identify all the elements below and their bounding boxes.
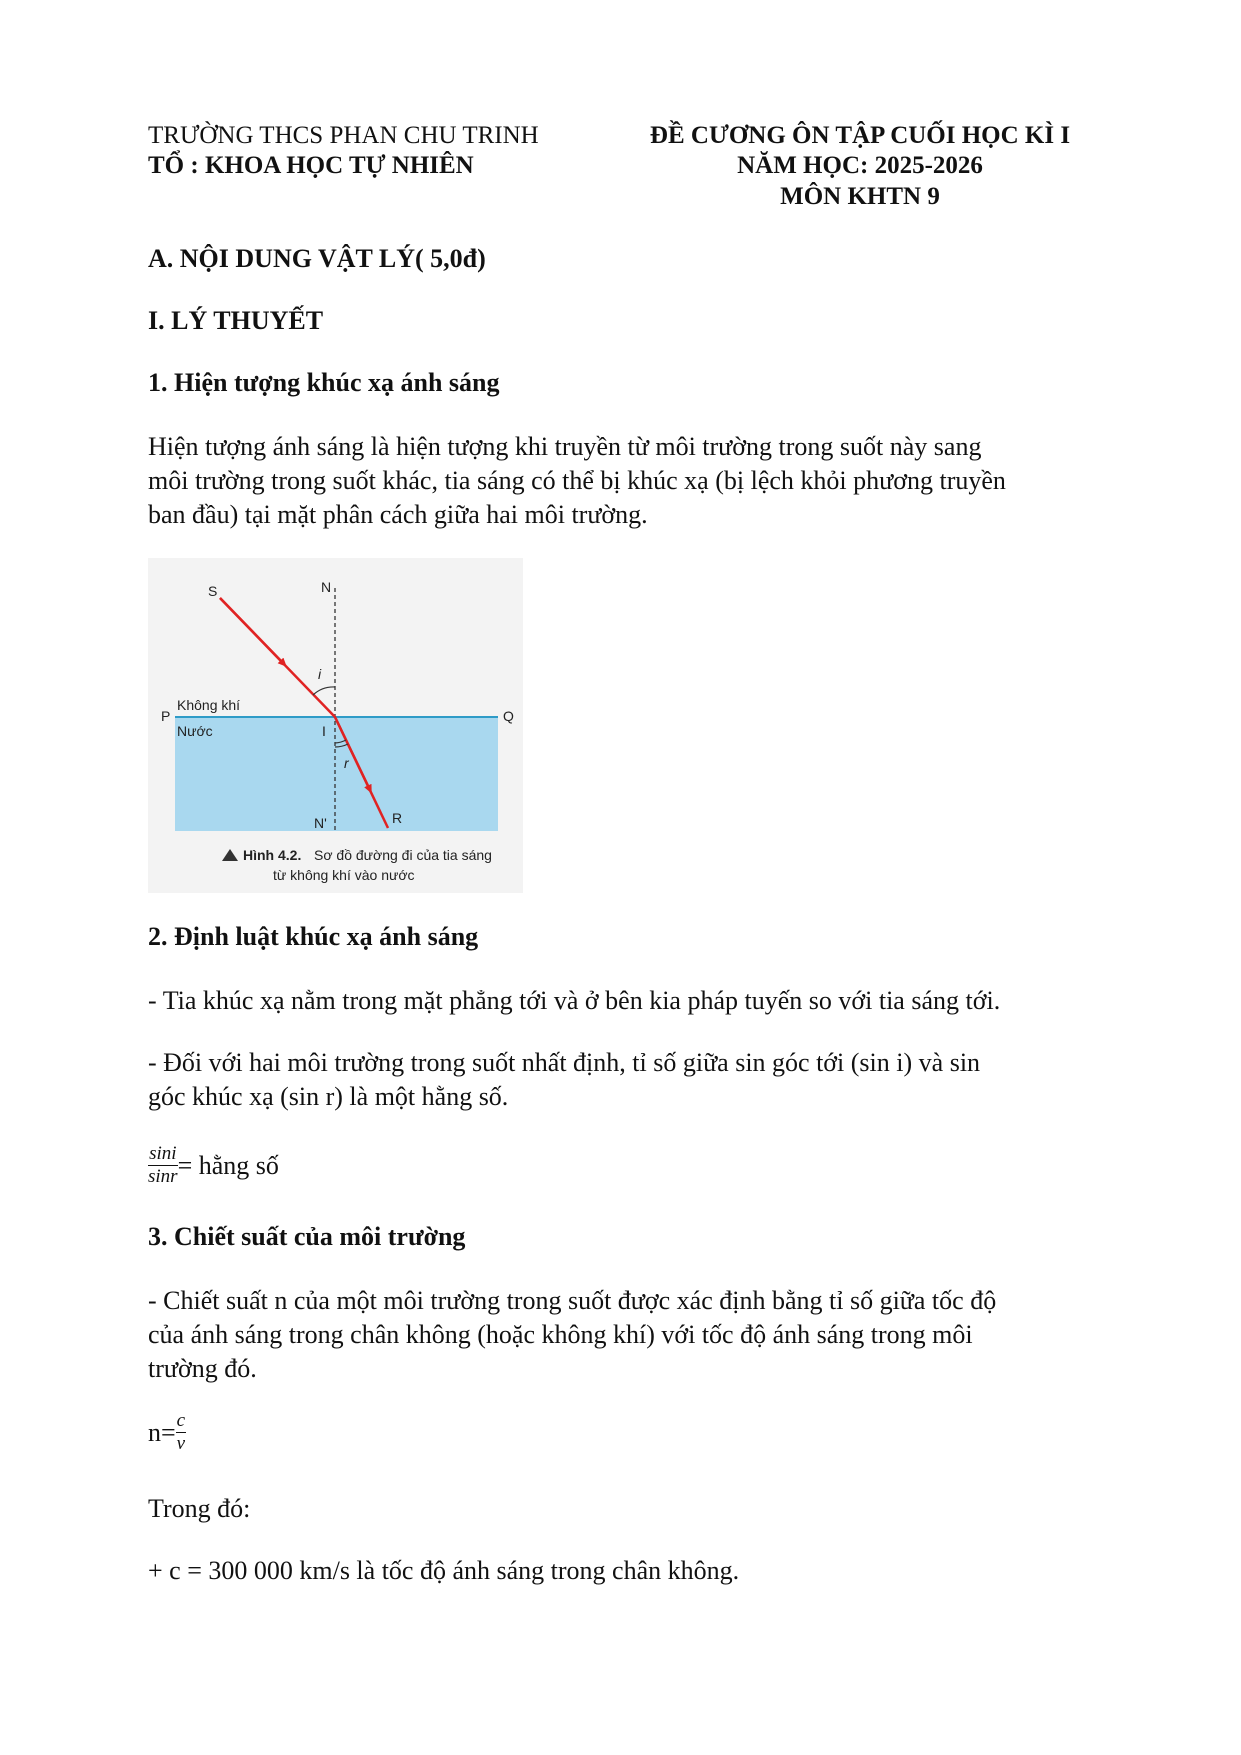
department-name: TỔ : KHOA HỌC TỰ NHIÊN — [148, 152, 474, 179]
label-q: Q — [503, 708, 514, 724]
document-title: ĐỀ CƯƠNG ÔN TẬP CUỐI HỌC KÌ I — [649, 122, 1071, 149]
paragraph-refractive-index — [148, 1284, 1128, 1386]
label-water: Nước — [177, 723, 213, 739]
paragraph-refraction — [148, 430, 1128, 532]
label-n-prime: N' — [314, 815, 327, 831]
formula-lhs: n= — [148, 1417, 176, 1447]
caption-line-1: Sơ đồ đường đi của tia sáng — [314, 847, 492, 863]
fraction-numerator: c — [176, 1410, 186, 1431]
heading-refraction: 1. Hiện tượng khúc xạ ánh sáng — [148, 368, 500, 397]
caption-figure-number: Hình 4.2. — [243, 847, 302, 863]
formula-rhs: = hằng số — [177, 1150, 279, 1180]
text-line: trường đó. — [148, 1354, 257, 1383]
section-a-heading: A. NỘI DUNG VẬT LÝ( 5,0đ) — [148, 244, 486, 273]
fraction-denominator: v — [176, 1433, 186, 1454]
paragraph-law-2 — [148, 1046, 1128, 1114]
text-line: môi trường trong suốt khác, tia sáng có thể bị khúc xạ (bị lệch khỏi phương truyền — [148, 466, 1006, 495]
fraction-numerator: sini — [149, 1143, 177, 1164]
paragraph-law-1: - Tia khúc xạ nằm trong mặt phẳng tới và ở bên kia pháp tuyến so với tia sáng tới. — [148, 986, 1001, 1015]
water-region — [175, 717, 498, 831]
school-year: NĂM HỌC: 2025-2026 — [737, 152, 983, 179]
formula-refractive-index — [148, 1410, 186, 1455]
paragraph-speed-of-light: + c = 300 000 km/s là tốc độ ánh sáng trong chân không. — [148, 1556, 740, 1585]
label-air: Không khí — [177, 697, 241, 713]
label-s: S — [208, 583, 218, 599]
label-n: N — [321, 579, 332, 595]
caption-line-2: từ không khí vào nước — [273, 867, 415, 883]
label-p: P — [161, 708, 171, 724]
text-line: của ánh sáng trong chân không (hoặc không khí) với tốc độ ánh sáng trong môi — [148, 1320, 973, 1349]
refraction-diagram — [148, 558, 523, 893]
fraction-denominator: sinr — [148, 1166, 178, 1187]
fraction — [176, 1410, 186, 1455]
section-i-heading: I. LÝ THUYẾT — [148, 306, 324, 335]
fraction — [148, 1143, 178, 1188]
text-line: - Chiết suất n của một môi trường trong suốt được xác định bằng tỉ số giữa tốc độ — [148, 1286, 997, 1315]
label-point-i: I — [322, 723, 326, 739]
subject: MÔN KHTN 9 — [780, 183, 940, 210]
formula-snell — [148, 1143, 279, 1188]
text-line: góc khúc xạ (sin r) là một hằng số. — [148, 1082, 509, 1111]
heading-law-of-refraction: 2. Định luật khúc xạ ánh sáng — [148, 922, 479, 951]
label-refraction-angle: r — [344, 755, 349, 771]
heading-refractive-index: 3. Chiết suất của môi trường — [148, 1222, 466, 1251]
label-incidence-angle: i — [318, 666, 322, 682]
text-line: Hiện tượng ánh sáng là hiện tượng khi truyền từ môi trường trong suốt này sang — [148, 432, 982, 461]
school-name: TRƯỜNG THCS PHAN CHU TRINH — [148, 122, 539, 149]
where-label: Trong đó: — [148, 1494, 251, 1523]
text-line: - Đối với hai môi trường trong suốt nhất định, tỉ số giữa sin góc tới (sin i) và sin — [148, 1048, 981, 1077]
text-line: ban đầu) tại mặt phân cách giữa hai môi trường. — [148, 500, 648, 529]
label-r: R — [392, 810, 403, 826]
